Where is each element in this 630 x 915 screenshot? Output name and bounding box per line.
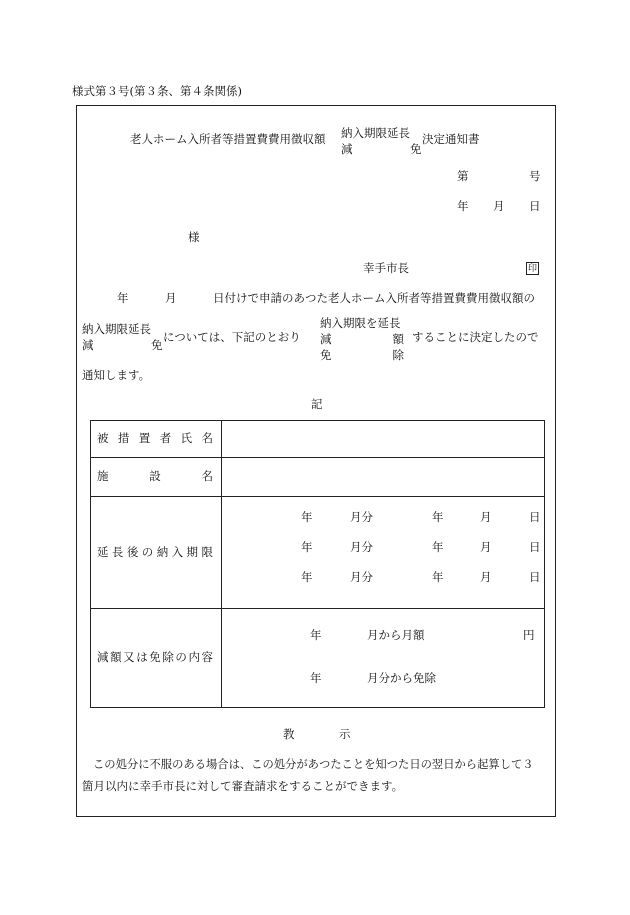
label-char: 額: [110, 650, 122, 665]
doc-number-suffix: 号: [529, 169, 541, 183]
title-option-exemption: 減 免: [341, 142, 422, 156]
label-cell: [91, 497, 222, 609]
label-char: 納: [156, 544, 169, 559]
deadline-line-1-year: 年: [301, 510, 313, 524]
deadline-line-1-month: 月分: [350, 510, 373, 524]
label-char: 免: [149, 650, 161, 665]
reduction-content-value: [222, 609, 545, 708]
label-char: 氏: [180, 431, 193, 446]
date-year: 年: [457, 199, 469, 213]
reduction-content-label: [91, 651, 221, 664]
reduction-line-2-year: 年: [310, 671, 322, 685]
body-month: 月: [165, 291, 177, 305]
deadline-line-3-m2: 月: [480, 570, 492, 584]
label-char: 容: [201, 650, 213, 665]
label-char: 内: [188, 650, 200, 665]
extended-deadline-value: [222, 497, 545, 609]
label-char: 入: [171, 544, 184, 559]
label-cell: [91, 421, 222, 458]
table-row: [91, 421, 545, 458]
label-char: 延: [97, 544, 109, 559]
deadline-line-2-month: 月分: [350, 540, 373, 554]
label-char: 期: [186, 544, 199, 559]
label-char: 施: [97, 469, 109, 484]
body-middle-text: については、下記のとおり: [163, 330, 301, 344]
record-table: [90, 420, 545, 708]
facility-name-value: [222, 458, 545, 497]
deadline-line-2-year: 年: [301, 540, 313, 554]
body-end-text: することに決定したので: [412, 330, 539, 344]
facility-name-label: [91, 470, 221, 483]
recipient-name-value: [222, 421, 545, 458]
label-char: 者: [159, 431, 172, 446]
deadline-line-3-y2: 年: [432, 570, 444, 584]
deadline-line-1-y2: 年: [432, 510, 444, 524]
body-line3: 通知します。: [82, 368, 151, 382]
body-option-a-exemption: 減 免: [82, 338, 163, 352]
label-char: 又: [123, 650, 135, 665]
recipient-honorific: 様: [188, 230, 200, 244]
doc-number-prefix: 第: [457, 169, 469, 183]
issuer-name: 幸手市長: [363, 261, 409, 275]
body-option-b-exempt-2: 除: [392, 348, 404, 362]
ki-heading: 記: [311, 397, 323, 411]
label-char: 置: [138, 431, 151, 446]
instruction-heading-2: 示: [339, 727, 351, 741]
deadline-line-2-y2: 年: [432, 540, 444, 554]
label-char: は: [136, 650, 148, 665]
form-number-label: 様式第３号(第３条、第４条関係): [72, 84, 242, 98]
seal-mark: 印: [527, 264, 537, 274]
body-year: 年: [117, 291, 129, 305]
deadline-line-3-d2: 日: [529, 570, 541, 584]
label-char: 措: [117, 431, 130, 446]
body-option-a-extension: 納入期限延長: [82, 322, 151, 336]
label-char: の: [141, 544, 154, 559]
date-day: 日: [529, 199, 541, 213]
label-cell: [91, 609, 222, 708]
label-char: 設: [149, 469, 161, 484]
deadline-line-3-year: 年: [301, 570, 313, 584]
date-month: 月: [493, 199, 505, 213]
title-suffix: 決定通知書: [422, 132, 480, 146]
label-char: 被: [97, 431, 109, 446]
body-option-b-reduce-1: 減: [320, 332, 332, 346]
label-char: 名: [201, 431, 213, 446]
extended-deadline-label: [91, 546, 221, 559]
instruction-heading-1: 教: [283, 727, 295, 741]
label-char: 限: [201, 544, 213, 559]
label-char: 名: [201, 469, 213, 484]
label-char: の: [175, 650, 187, 665]
body-option-b-extend: 納入期限を延長: [320, 316, 401, 330]
deadline-line-2-m2: 月: [480, 540, 492, 554]
body-option-b-exempt-1: 免: [320, 348, 332, 362]
label-char: 後: [126, 544, 139, 559]
title-option-extension: 納入期限延長: [341, 126, 410, 140]
table-row: [91, 458, 545, 497]
reduction-line-2-text: 月分から免除: [367, 671, 436, 685]
deadline-line-3-month: 月分: [350, 570, 373, 584]
deadline-line-1-m2: 月: [480, 510, 492, 524]
body-option-a: [82, 321, 163, 353]
table-row: [91, 609, 545, 708]
table-row: [91, 497, 545, 609]
reduction-line-1-year: 年: [310, 628, 322, 642]
title-options: [341, 125, 422, 157]
label-cell: [91, 458, 222, 497]
label-char: 減: [97, 650, 109, 665]
label-char: 長: [111, 544, 124, 559]
reduction-line-1-text: 月から月額: [367, 628, 425, 642]
deadline-line-2-d2: 日: [529, 540, 541, 554]
body-option-b-reduce-2: 額: [392, 332, 404, 346]
reduction-line-1-unit: 円: [523, 628, 535, 642]
recipient-name-label: [91, 432, 221, 445]
body-line1: 日付けで申請のあつた老人ホーム入所者等措置費費用徴収額の: [213, 291, 535, 305]
label-char: 除: [162, 650, 174, 665]
body-option-b: [320, 315, 404, 363]
deadline-line-1-d2: 日: [529, 510, 541, 524]
title-prefix: 老人ホーム入所者等措置費費用徴収額: [130, 132, 326, 146]
instruction-line-2: 箇月以内に幸手市長に対して審査請求をすることができます。: [82, 779, 404, 793]
instruction-line-1: この処分に不服のある場合は、この処分があつたことを知つた日の翌日から起算して３: [93, 758, 534, 771]
